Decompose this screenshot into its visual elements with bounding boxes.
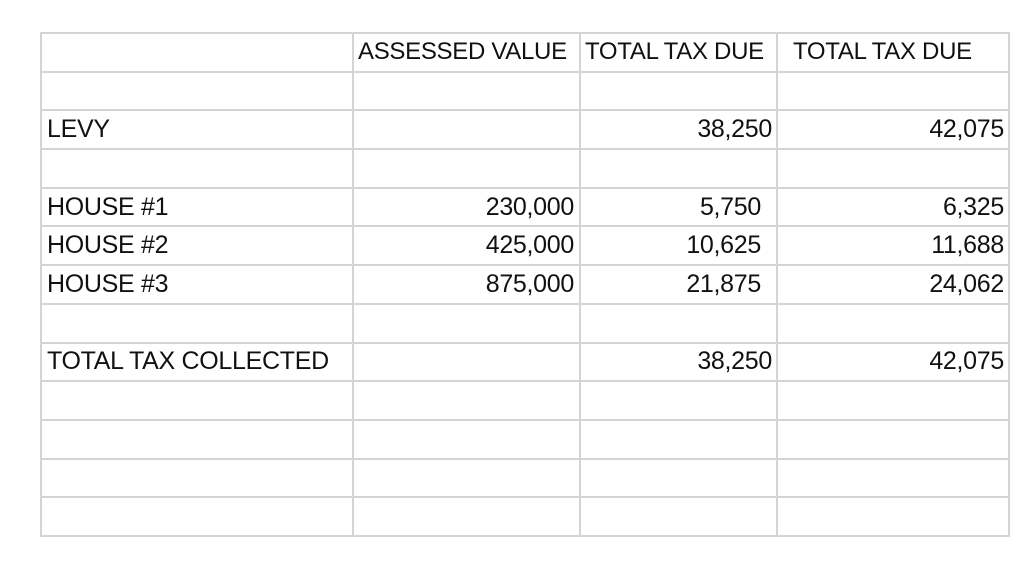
house-tax-due-2-cell[interactable]: 6,325 bbox=[777, 188, 1009, 227]
header-cell-label[interactable] bbox=[41, 33, 353, 72]
house-tax-due-2-cell[interactable]: 24,062 bbox=[777, 265, 1009, 304]
house-tax-due-1-cell[interactable]: 10,625 bbox=[580, 226, 777, 265]
empty-row bbox=[41, 72, 1009, 111]
empty-cell[interactable] bbox=[353, 459, 580, 498]
empty-cell[interactable] bbox=[580, 72, 777, 111]
header-cell-total-tax-due-1[interactable]: TOTAL TAX DUE bbox=[580, 33, 777, 72]
empty-row bbox=[41, 304, 1009, 343]
empty-cell[interactable] bbox=[41, 420, 353, 459]
empty-cell[interactable] bbox=[777, 72, 1009, 111]
empty-cell[interactable] bbox=[41, 149, 353, 188]
house-row-1 bbox=[41, 188, 1009, 227]
empty-cell[interactable] bbox=[353, 381, 580, 420]
empty-cell[interactable] bbox=[580, 381, 777, 420]
house-label-cell[interactable]: HOUSE #3 bbox=[41, 265, 353, 304]
levy-tax-due-1-cell[interactable]: 38,250 bbox=[580, 110, 777, 149]
empty-cell[interactable] bbox=[353, 420, 580, 459]
house-assessed-cell[interactable]: 875,000 bbox=[353, 265, 580, 304]
house-row-2 bbox=[41, 226, 1009, 265]
house-label-cell[interactable]: HOUSE #1 bbox=[41, 188, 353, 227]
house-tax-due-1-cell[interactable]: 21,875 bbox=[580, 265, 777, 304]
header-cell-total-tax-due-2[interactable]: TOTAL TAX DUE bbox=[777, 33, 1009, 72]
empty-cell[interactable] bbox=[580, 459, 777, 498]
empty-cell[interactable] bbox=[777, 149, 1009, 188]
empty-cell[interactable] bbox=[580, 149, 777, 188]
header-row bbox=[41, 33, 1009, 72]
levy-tax-due-2-cell[interactable]: 42,075 bbox=[777, 110, 1009, 149]
house-row-3 bbox=[41, 265, 1009, 304]
empty-cell[interactable] bbox=[41, 304, 353, 343]
levy-assessed-cell[interactable] bbox=[353, 110, 580, 149]
empty-cell[interactable] bbox=[353, 72, 580, 111]
empty-cell[interactable] bbox=[777, 381, 1009, 420]
levy-row bbox=[41, 110, 1009, 149]
total-label-cell[interactable]: TOTAL TAX COLLECTED bbox=[41, 343, 353, 382]
empty-cell[interactable] bbox=[353, 497, 580, 536]
empty-cell[interactable] bbox=[580, 420, 777, 459]
house-tax-due-2-cell[interactable]: 11,688 bbox=[777, 226, 1009, 265]
total-assessed-cell[interactable] bbox=[353, 343, 580, 382]
empty-cell[interactable] bbox=[353, 149, 580, 188]
empty-row bbox=[41, 149, 1009, 188]
empty-row bbox=[41, 420, 1009, 459]
empty-cell[interactable] bbox=[41, 459, 353, 498]
empty-cell[interactable] bbox=[580, 497, 777, 536]
empty-row bbox=[41, 381, 1009, 420]
empty-cell[interactable] bbox=[580, 304, 777, 343]
levy-label-cell[interactable]: LEVY bbox=[41, 110, 353, 149]
tax-spreadsheet bbox=[40, 32, 1010, 537]
house-label-cell[interactable]: HOUSE #2 bbox=[41, 226, 353, 265]
empty-cell[interactable] bbox=[41, 381, 353, 420]
total-tax-due-1-cell[interactable]: 38,250 bbox=[580, 343, 777, 382]
house-tax-due-1-cell[interactable]: 5,750 bbox=[580, 188, 777, 227]
empty-cell[interactable] bbox=[41, 497, 353, 536]
empty-cell[interactable] bbox=[777, 304, 1009, 343]
total-row bbox=[41, 343, 1009, 382]
empty-cell[interactable] bbox=[777, 459, 1009, 498]
empty-cell[interactable] bbox=[353, 304, 580, 343]
header-cell-assessed-value[interactable]: ASSESSED VALUE bbox=[353, 33, 580, 72]
total-tax-due-2-cell[interactable]: 42,075 bbox=[777, 343, 1009, 382]
empty-row bbox=[41, 497, 1009, 536]
empty-cell[interactable] bbox=[777, 420, 1009, 459]
house-assessed-cell[interactable]: 230,000 bbox=[353, 188, 580, 227]
house-assessed-cell[interactable]: 425,000 bbox=[353, 226, 580, 265]
empty-cell[interactable] bbox=[41, 72, 353, 111]
empty-cell[interactable] bbox=[777, 497, 1009, 536]
empty-row bbox=[41, 459, 1009, 498]
